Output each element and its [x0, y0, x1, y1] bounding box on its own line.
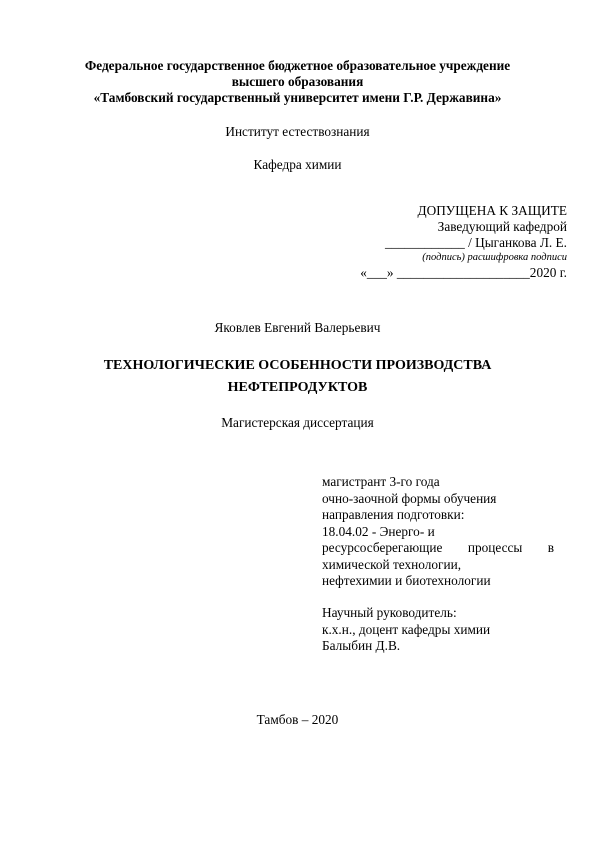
- student-line-5: [322, 540, 554, 557]
- supervisor-label: Научный руководитель:: [322, 605, 457, 620]
- student-line-4: 18.04.02 - Энерго- и: [322, 523, 435, 539]
- thesis-type: Магистерская диссертация: [221, 415, 374, 430]
- institution-line-1: Федеральное государственное бюджетное образовательное учреждение: [84, 58, 511, 73]
- student-line-5-word-1: ресурсосберегающие: [322, 540, 443, 555]
- student-line-6: химической технологии,: [322, 556, 462, 572]
- thesis-title: [0, 355, 595, 399]
- author-name: Яковлев Евгений Валерьевич: [214, 320, 381, 335]
- approval-signature-caption: (подпись) расшифровка подписи: [422, 252, 567, 263]
- student-line-2: очно-заочной формы обучения: [322, 490, 497, 506]
- student-line-1: магистрант 3-го года: [322, 474, 440, 489]
- department-name: Кафедра химии: [253, 157, 342, 172]
- approval-date-line: «___» ____________________2020 г.: [360, 265, 567, 280]
- supervisor-position: к.х.н., доцент кафедры химии: [322, 621, 491, 637]
- student-line-3: направления подготовки:: [322, 507, 465, 522]
- supervisor-name: Балыбин Д.В.: [322, 638, 401, 653]
- student-line-5-word-3: в: [547, 540, 554, 555]
- approval-role: Заведующий кафедрой: [437, 219, 567, 234]
- thesis-title-line-1: ТЕХНОЛОГИЧЕСКИЕ ОСОБЕННОСТИ ПРОИЗВОДСТВА: [103, 358, 492, 373]
- supervisor-info: [322, 605, 554, 655]
- student-line-5-word-2: процессы: [467, 540, 523, 555]
- institution-header: [0, 58, 595, 106]
- thesis-title-line-2: НЕФТЕПРОДУКТОВ: [227, 380, 368, 395]
- approval-block: [360, 203, 567, 281]
- institution-line-2: высшего образования: [231, 74, 364, 89]
- approval-signature-line: ____________ / Цыганкова Л. Е.: [384, 235, 567, 250]
- student-info: [322, 474, 554, 590]
- institution-line-3: «Тамбовский государственный университет имени Г.Р. Державина»: [93, 90, 502, 105]
- institute-name: Институт естествознания: [225, 124, 370, 139]
- city-year: Тамбов – 2020: [256, 712, 339, 727]
- approval-status: ДОПУЩЕНА К ЗАЩИТЕ: [417, 203, 567, 218]
- student-line-7: нефтехимии и биотехнологии: [322, 573, 491, 588]
